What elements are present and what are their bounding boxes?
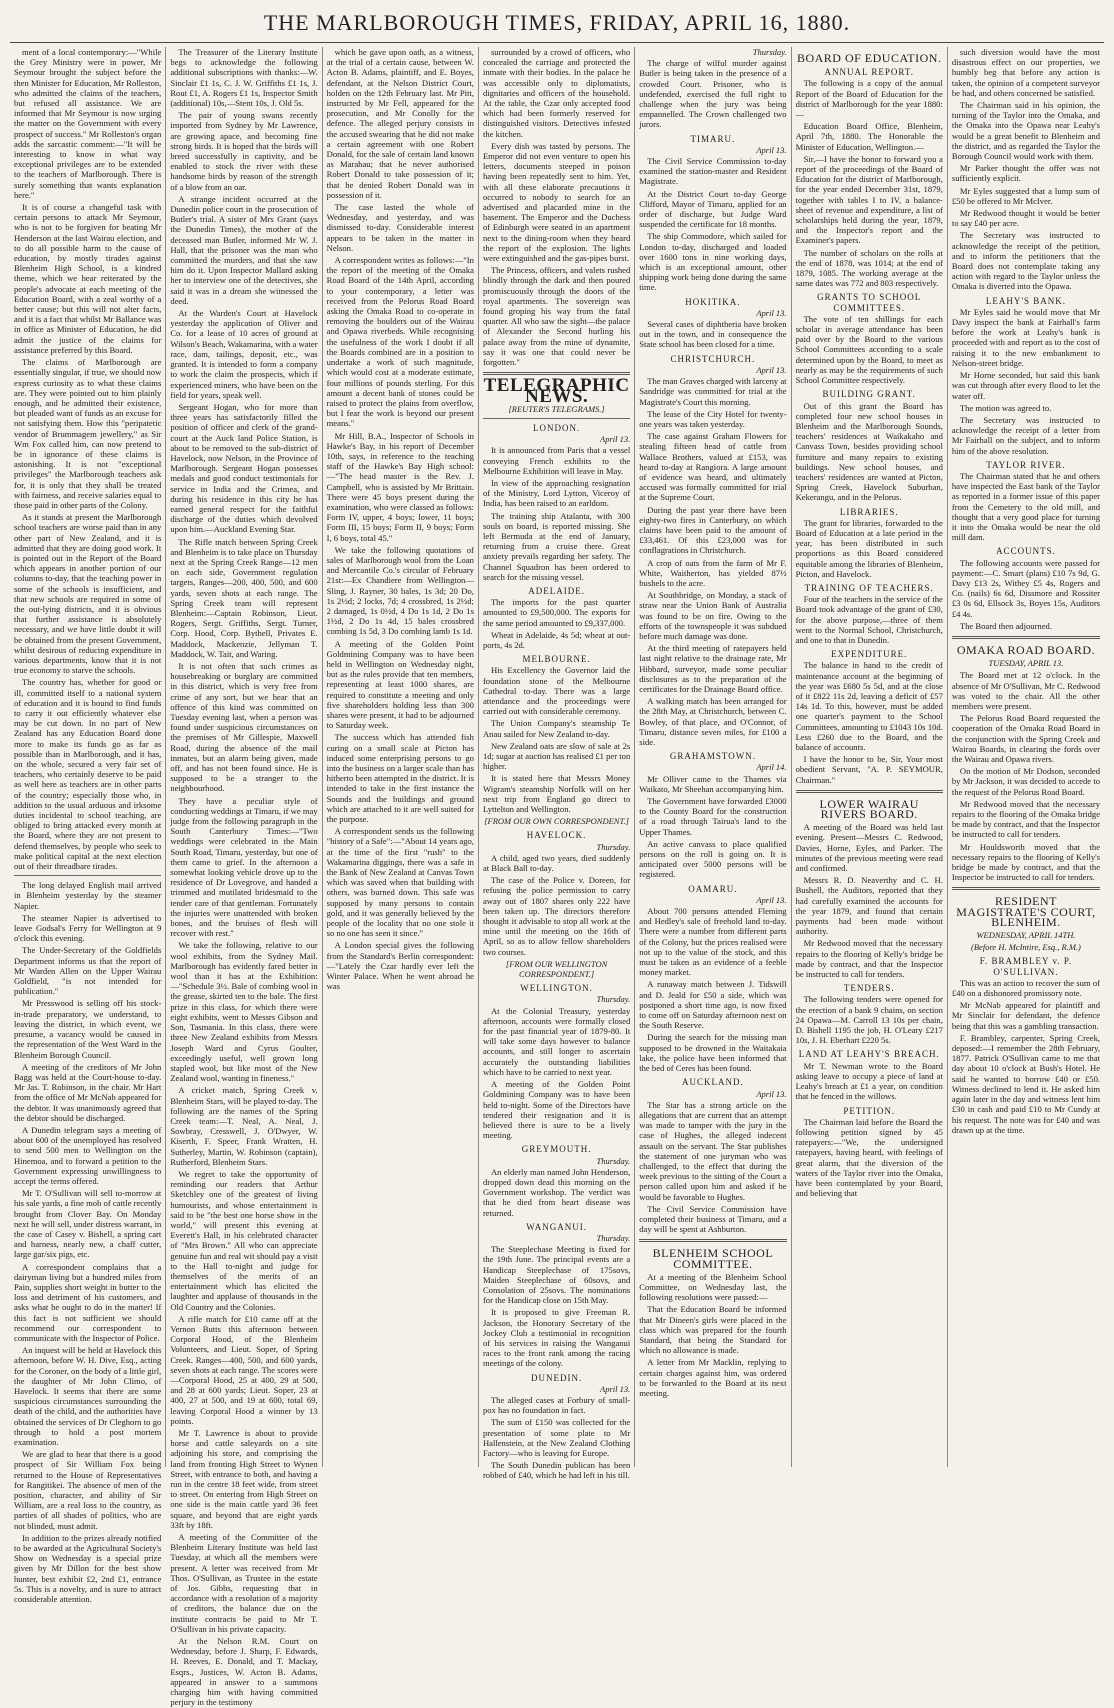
- correspondent-note: [FROM OUR OWN CORRESPONDENT.]: [484, 816, 629, 827]
- omaka-road-board-heading: OMAKA ROAD BOARD.: [956, 642, 1096, 657]
- telegraphic-news-heading: TELEGRAPHIC NEWS.: [483, 375, 630, 407]
- paragraph: We take the following quotations of sales of Marlborough wool from the Loan and Mercantile Co.'s circular of February 21st:—Ex Chandiere from Wellington—Sling, J. Rayner, 30 bales, 1s 3d; 20 Do, 1s 2½d; 2 locks, 7d; 4 crossbred, 1s 2½d; 2 damaged, 1s 0½d, 4 Do 1s 1d, 2 Do 1s 1½d, 2 Do 1s 4d, 15 bales crossbred combing 1s 5d, 3 Do combing lamb 1s 1d.: [326, 544, 474, 637]
- column-7: [948, 47, 1104, 1467]
- paragraph: The balance in hand to the credit of maintenance account at the beginning of the year was £680 5s 5d, and at the close of it £822 11s 2d, leaving a deficit of £57 14s 1d. To this, however, must be added one quarter's payment to the School Committees, amounting to £1043 10s 10d. Less £260 due to the Board, and the balance of accounts.: [795, 660, 943, 752]
- paragraph: The Rifle match between Spring Creek and Blenheim is to take place on Thursday next at the Spring Creek Range—12 men on each side, Government regulation targets, Ranges—200, 400, 500, and 600 yards, seven shots at each range. The Spring Creek team will represent Blenheim:—Captain Robinson, Lieut. Rogers, Sergt. Griffiths, Sergt. Turner, Corp. Hood, Corp. Bythell, Privates E. Maddock, Mackenzie, Jellyman T. Maddock, W. Tait, and Waring.: [170, 536, 318, 659]
- dateline-timaru: TIMARU.: [690, 133, 736, 144]
- paragraph: This was an action to recover the sum of £40 on a dishonored promissory note.: [951, 977, 1101, 999]
- divider: [796, 790, 943, 793]
- section-heading: ACCOUNTS.: [996, 546, 1056, 557]
- date: April 13.: [600, 434, 631, 445]
- board-of-education-heading: BOARD OF EDUCATION.: [796, 51, 942, 65]
- paragraph: We are glad to hear that there is a good prospect of Sir William Fox being returned to the House of Representatives for Rangitikei. The absence of men of the position, character, and ability of Sir William, are a real loss to the country, as parties of all shades of politics, who are not blinded, must admit.: [14, 1449, 162, 1531]
- paragraph: The Under-Secretary of the Goldfields Department informs us that the report of Mr Warden Allen on the Upper Wairau Goldfield, "is not intended for publication.": [14, 945, 162, 997]
- paragraph: At the District Court to-day George Clifford, Mayor of Timaru, applied for an order of discharge, but Judge Ward suspended the certificate for 18 months.: [639, 188, 787, 230]
- paragraph: The country has, whether for good or ill, committed itself to a national system of education and it is bound to find funds to carry it out efficiently whatever else may be cut down. In no part of New Zealand has any Education Board done more to make its funds go as far as possible than in Marlborough, and it has, on the whole, secured a very fair set of teachers, who certainly deserve to be paid as well here as teachers are in other parts of the country; especially those who, in addition to the usual arduous and irksome duties incidental to school teaching, are obliged to bring attacked every month at the Board, where they are not present to defend themselves, by people who seek to make political capital at the next election out of their threadbare tirades.: [14, 677, 162, 872]
- paragraph: An active canvass to place qualified persons on the roll is going on. It is anticipated over 5000 persons will be registered.: [639, 838, 787, 880]
- paragraph: The following accounts were passed for payment:—C. Smart (plans) £10 7s 9d, G. Davy £13 2s, Withey £5 4s, Rogers and Co. (nails) 6s 6d, Dissmore and Rossiter £3 0s 6d, Ellsock 3s, Boyes 15s, Auditors £4 4s.: [951, 557, 1101, 619]
- divider: [952, 887, 1100, 890]
- paragraph: Mr T. Newman wrote to the Board asking leave to occupy a piece of land at Leahy's breach at £1 a year, on condition that he fenced in the willows.: [795, 1060, 943, 1102]
- paragraph: A letter from Mr Macklin, replying to certain charges against him, was ordered to be forwarded to the Board at its next meeting.: [639, 1357, 787, 1398]
- dateline-oamaru: OAMARU.: [688, 883, 738, 894]
- paragraph: Mr Redwood moved that the necessary repairs to the flooring of the Omaka bridge be made by contract, and that the Inspector be instructed to call for tenders.: [951, 798, 1101, 840]
- paragraph: The charge of wilful murder against Butler is being taken in the presence of a crowded Court. Prisoner, who is undefended, exercised the full right to challenge when the jury was being empannelled. The Crown challenged two jurors.: [639, 58, 787, 130]
- date: WEDNESDAY, APRIL 14TH.: [976, 930, 1076, 941]
- paragraph: The Civil Service Commission to-day examined the station-master and Resident Magistrate.: [639, 156, 787, 187]
- paragraph: It is not often that such crimes as housebreaking or burglary are committed in this district, which is very free from crime of any sort, but we hear that an offence of this kind was committed on Tuesday evening last, when a person was found under suspicious circumstances on the premises of Mr Gillespie, Maxwell Road, during the absence of the mail inmates, but an alarm being given, made off, and has not been found since. He is supposed to be a stranger to the neighbourhood.: [170, 660, 318, 794]
- paragraph: Out of this grant the Board has completed four new school houses in Blenheim and the Marlborough Sounds, teachers' residences at Waikakaho and Canvass Town, besides providing school furniture and many repairs to existing buildings. New school houses, and teachers' residences are wanted at Picton, Spring Creek, Havelock Suburban, Kekerangu, and in the Pelorus.: [795, 400, 943, 503]
- paragraph: The case against Graham Flowers for stealing fifteen head of cattle from Wallace Brothers, valued at £153, was heard to-day at Rangiora. A large amount of evidence was heard, and ultimately accused was formally committed for trial at the Supreme Court.: [639, 431, 787, 503]
- section-heading: TENDERS.: [843, 983, 895, 994]
- paragraph: We regret to take the opportunity of reminding our readers that Arthur Sketchley one of the greatest of living humourists, and whose entertainment is said to be "the best one horse show in the world," will present this evening at Everett's Hall, in his celebrated character of "Mrs Brown." All who can appreciate genuine fun and real wit should pay a visit to the Hall to-night and judge for themselves of the merits of an entertainment which has elicited the laughter and applause of thousands in the Old Country and the Colonies.: [170, 1168, 318, 1312]
- section-heading: PETITION.: [843, 1105, 896, 1116]
- dateline-adelaide: ADELAIDE.: [528, 585, 585, 596]
- date: Thursday.: [596, 1232, 631, 1243]
- paragraph: We take the following, relative to our wool exhibits, from the Sydney Mail. Marlborough has evidently fared better in wool than it has at the Exhibition:—"Schedule 3½. Bale of combing wool in the grease, skirted ten to the bale. The first prize in this class, for which there were eight exhibits, went to Messrs Gibson and Son, Tasmania. In this class, there were three New Zealand exhibits from Messrs Joseph Ward and Cyrus Goulter, exceedingly useful, well grown long stapled wool, but like most of the New Zealand wool, wanting in fineness.": [170, 940, 318, 1084]
- paragraph: It is announced from Paris that a vessel conveying French exhibits to the Melbourne Exhibition will leave in May.: [482, 445, 631, 476]
- paragraph: Mr Parker thought the offer was not sufficiently explicit.: [951, 163, 1101, 184]
- paragraph: The Government have forwarded £3000 to the County Board for the construction of a road through Tairua's land to the Upper Thames.: [639, 796, 787, 837]
- rm-court-heading: RESIDENT MAGISTRATE'S COURT, BLENHEIM.: [956, 894, 1096, 929]
- dateline-havelock: HAVELOCK.: [526, 830, 587, 841]
- paragraph: A meeting of the Golden Point Goldmining Company was to have been held in Wellington on Wednesday night, but as the rules provide that ten members, representing at least 1000 shares, are required to constitute a meeting and only five shareholders holding less than 300 shares were present, it had to be adjourned to Saturday week.: [326, 638, 474, 731]
- paragraph: The Chairman stated that he and others have inspected the East bank of the Taylor as reported in a former issue of this paper from the Cemetery to the old mill, and thought that a very good place for turning it into the Omaka would be near the old mill dam.: [951, 470, 1101, 543]
- paragraph: Several cases of diphtheria have broken out in the town, and in consequence the State school has been closed for a time.: [639, 319, 787, 350]
- paragraph: The lease of the City Hotel for twenty-one years was taken yesterday.: [639, 408, 787, 429]
- paragraph: Sergeant Hogan, who for more than three years has satisfactorily filled the position of officer and clerk of the grand-court at the Auck land Police Station, is about to be removed to the sub-district of Havelock, now Nelson, in the Province of Marlborough. Sergeant Hogan possesses medals and good conduct testimonials for service in India and the Crimea, and during his residence in this city he has earned general respect for the faithful discharge of the duties which devolved upon him.—Auckland Evening Star.: [170, 401, 318, 535]
- paragraph: On the motion of Mr Dodson, seconded by Mr Jackson, it was decided to accede to the request of the Pelorus Road Board.: [951, 766, 1101, 797]
- paragraph: Sir,—I have the honor to forward you a report of the proceedings of the Board of Education for the district of Marlborough, for the year ended December 31st, 1879, together with tables I to IV, a balance-sheet of revenue and expenditure, a list of scholarships held during the year, 1879, and the Inspector's report and the Examiner's papers.: [795, 153, 943, 246]
- section-heading: LAND AT LEAHY'S BREACH.: [798, 1049, 940, 1060]
- date: Thursday.: [596, 1155, 631, 1166]
- paragraph: The Star has a strong article on the allegations that are current that an attempt was made to tamper with the jury in the case of Hughes, the alleged indecent assault on the servant. The Star publishes the statement of one juryman who was challenged, to the effect that during the week previous to the sitting of the Court a person called upon him and asked if he would be favorable to Hughes.: [639, 1099, 787, 1202]
- section-heading: GRANTS TO SCHOOL COMMITTEES.: [817, 292, 922, 313]
- paragraph: The following is a copy of the annual Report of the Board of Education for the district of Marlborough for the year 1880:—: [795, 78, 943, 120]
- paragraph: Education Board Office, Blenheim, April 7th, 1880. The Honorable the Minister of Education, Wellington.—: [795, 121, 943, 152]
- section-heading: BUILDING GRANT.: [822, 389, 916, 400]
- paragraph: A correspondent writes as follows:—"In the report of the meeting of the Omaka Road Board of the 14th April, according to your contemporary, a letter was received from the Pelorus Road Board asking the Omaka Road to co-operate in removing the boulders out of the Wairau and Opawa riverbeds. While recognising the usefulness of the work I doubt if all the Boards combined are in a position to undertake a work of such magnitude, which would cost at a moderate estimate, four millions of pounds sterling. For this amount a decent bank of stones could be raised to protect the plains from overflow, but I fear the work is beyond our present means.": [326, 255, 474, 429]
- paragraph: A meeting of the Committee of the Blenheim Literary Institute was held last Tuesday, at which all the members were present. A letter was received from Mr Thos. O'Sullivan, as Trustee in the estate of Jos. Gibbs, requesting that in accordance with a resolution of a majority of creditors, the balance due on the institute contracts be paid to Mr T. O'Sullivan in his private capacity.: [170, 1532, 318, 1634]
- paragraph: The steamer Napier is advertised to leave Godsal's Ferry for Wellington at 9 o'clock this evening.: [14, 912, 162, 944]
- paragraph: The grant for libraries, forwarded to the Board of Education at a late period in the year, has been distributed in such proportions as this Board considered equitable among the libraries of Blenheim, Picton, and Havelock.: [795, 517, 943, 579]
- paragraph: At the Nelson R.M. Court on Wednesday, before J. Sharp, F. Edwards, H. Reeves, E. Donald, and T. Mackay, Esqrs., Justices, W. Acton B. Adams, appeared in answer to a summons charging him with having committed perjury in the testimony: [170, 1636, 318, 1708]
- paragraph: At Southbridge, on Monday, a stack of straw near the Union Bank of Australia was found to be on fire. Owing to the efforts of the townspeople it was subdued before much damage was done.: [639, 590, 787, 641]
- divider: [14, 875, 161, 876]
- paragraph: His Excellency the Governor laid the foundation stone of the Melbourne Cathedral to-day. There was a large attendance and the proceedings were carried out with considerable ceremony.: [482, 665, 631, 717]
- paragraph: Mr T. O'Sullivan will sell to-morrow at his sale yards, a fine mob of cattle recently brought from Clover Bay. On Monday next he will sell, under distress warrant, in the case of Casey v. Bishell, a spring cart and harness, nearly new, a chaff cutter, large gar/six pigs, etc.: [14, 1188, 162, 1260]
- dateline-wanganui: WANGANUI.: [526, 1221, 587, 1232]
- column-4: [479, 47, 635, 1481]
- paragraph: The imports for the past quarter amounted to £9,500,000. The exports for the same period amounted to £9,337,000.: [482, 597, 631, 628]
- paragraph: Mr T. Lawrence is about to provide horse and cattle saleyards on a site adjoining his store, and comprising the land from fronting High Street to Wynen Street, with entrance to both, and having a run in the centre 18 feet wide, from street to street. On entering from High Street on one side is the main cattle yard 36 feet square, and beyond that are eight yards 33ft by 18ft.: [170, 1428, 318, 1530]
- paragraph: The long delayed English mail arrived in Blenheim yesterday by the steamer Napier.: [14, 880, 162, 911]
- paragraph: Every dish was tasted by persons. The Emperor did not even venture to open his letters, documents steeped in poison having been repeatedly sent to him. Yet, with all these elaborate precautions it occurred to nobody to search for an advertised and placarded mine in the basement. The Emperor and the Duchess of Edinburgh were seated in an apartment next to the dining-room when they heard the report of the explosion. The lights were extinguished and the gas-pipes burst.: [482, 140, 631, 264]
- paragraph: Mr Presswood is selling off his stock-in-trade preparatory, we understand, to leaving the district, in which event, we presume, a vacancy would be caused in the representation of the West Ward in the Blenheim Borough Council.: [14, 998, 162, 1060]
- paragraph: The Union Company's steamship Te Anau sailed for New Zealand to-day.: [482, 718, 631, 739]
- date: Thursday.: [752, 47, 787, 57]
- paragraph: A correspondent complains that a dairyman living but a hundred miles from Pain, supplies short weight in butter to the loss and detriment of his customers, and asks what he ought to do in the matter! If this fact is not sufficient we should recommend our correspondent to communicate with the Inspector of Police.: [14, 1261, 162, 1343]
- paragraph: A London special gives the following from the Standard's Berlin correspondent:—"Lately the Czar hardly ever left the Winter Palace. When he went abroad he was: [326, 940, 474, 992]
- paragraph: An elderly man named John Henderson, dropped down dead this morning on the Government workshop. The verdict was that he died from heart disease was returned.: [482, 1166, 631, 1218]
- divider: [639, 1239, 786, 1242]
- paragraph: The sum of £150 was collected for the presentation of some plate to Mr Hallenstein, at the New Zealand Clothing Factory—who is leaving for Europe.: [482, 1417, 631, 1458]
- paragraph: I have the honor to be, Sir, Your most obedient Servant, "A. P. SEYMOUR, Chairman.": [795, 754, 943, 785]
- date: April 13.: [756, 144, 787, 155]
- masthead: THE MARLBOROUGH TIMES, FRIDAY, APRIL 16, 1880.: [10, 6, 1104, 43]
- dateline-auckland: AUCKLAND.: [682, 1077, 744, 1088]
- paragraph: Mr Eyles said he would move that Mr Davy inspect the bank at Fairhall's farm before the work at Leahy's bank is proceeded with and report as to the cost of raising it to the new embankment to Nelson-street bridge.: [951, 306, 1101, 368]
- paragraph: The Pelorus Road Board requested the cooperation of the Omaka Road Board in the conjunction with the Spring Creek and Wairau Boards, in clearing the fords over the Wairau and Opawa rivers.: [951, 713, 1101, 764]
- paragraph: It is proposed to give Freeman R. Jackson, the Honorary Secretary of the Jockey Club a testimonial in recognition of his services in raising the Wanganui races to the front rank among the racing meetings of the colony.: [482, 1307, 631, 1369]
- dateline-christchurch: CHRISTCHURCH.: [670, 353, 756, 364]
- dateline-london: LONDON.: [532, 422, 581, 433]
- lower-wairau-heading: LOWER WAIRAU RIVERS BOARD.: [819, 796, 919, 822]
- correspondent-note: [FROM OUR WELLINGTON CORRESPONDENT.]: [505, 958, 608, 980]
- paragraph: An inquest will be held at Havelock this afternoon, before W. H. Dive, Esq., acting for the Coroner, on the body of a little girl, the daughter of Mr John Climo, of Havelock. It seems that there are some suspicious circumstances surrounding the death of the child, and the authorities have obtained the services of Dr Cleghorn to go through to hold a post mortem examination.: [14, 1345, 162, 1448]
- paragraph: A rifle match for £10 came off at the Vernon Butts this afternoon between Corporal Hood, of the Blenheim Volunteers, and Lieut. Soper, of Spring Creek. Ranges—400, 500, and 600 yards, seven shots at each range. The scores were—Corporal Hood, 25 at 400, 29 at 500, and 28 at 600 yards; Lieut. Soper, 23 at 400, 27 at 500, and 19 at 600, total 69, leaving Corporal Hood a winner by 13 points.: [170, 1313, 318, 1426]
- paragraph: In addition to the prizes already notified to be awarded at the Agricultural Society's Show on Wednesday is a special prize given by Mr Dillon for the best show hunter, best exhibit £2, 2nd £1, entrance 5s. This is a novelty, and is sure to attract considerable attention.: [14, 1532, 162, 1605]
- paragraph: The number of scholars on the rolls at the end of 1878, was 1014; at the end of 1879, 1085. The working average at the same dates was 772 and 803 respectively.: [795, 247, 943, 289]
- column-3: [323, 47, 479, 1467]
- paragraph: The pair of young swans recently imported from Sydney by Mr Lawrence, are growing apace, and becoming fine strong birds. It is hoped that the birds will breed successfully in captivity, and be enabled to stock the river with these handsome birds by reason of the strength of a blow from an oar.: [170, 110, 318, 192]
- paragraph: A meeting of the creditors of Mr John Bagg was held at the Court-house to-day. Mr Jas. T. Robinson, in the chair. Mr Hart from the office of Mr McNab appeared for the debtor. It was unanimously agreed that the debtor should be discharged.: [14, 1061, 162, 1123]
- paragraph: Four of the teachers in the service of the Board took advantage of the grant of £30, for the above purpose,—three of them went to the Normal School, Christchurch, and one to that in Dunedin.: [795, 594, 943, 645]
- paragraph: surrounded by a crowd of officers, who concealed the carriage and protected the inmate with their bodies. In the palace he was accessible only to diplomatists, dignitaries and officers of the household. At the table, the Czar only accepted food which had been formerly reserved for distinguished visitors. Detectives infested the kitchen.: [482, 47, 631, 139]
- telegram-source: [REUTER'S TELEGRAMS.]: [508, 403, 605, 414]
- dateline-greymouth: GREYMOUTH.: [521, 1144, 592, 1155]
- paragraph: F. Brambley, carpenter, Spring Creek, deposed:—I remember the 28th February, 1877. Patrick O'Sullivan came to me that day about 10 o'clock at Bush's Hotel. He said he wanted to borrow £40 or £50. Witness declined to lend it. He asked him again later in the day and witness lent him £30 in cash and paid £10 to Mr Cundy at his request. The note was for £40 and was drawn up at the time.: [951, 1032, 1101, 1135]
- paragraph: The Chairman said in his opinion, the turning of the Taylor into the Omaka, and the Omaka into the Opawa near Leahy's would be a great benefit to Blenheim and the district, and as regarded the Taylor the Borough Council would work with them.: [951, 100, 1101, 162]
- paragraph: The training ship Atalanta, with 300 souls on board, is reported missing. She left Bermuda at the end of January, returning from a cruise there. Great anxiety prevails regarding her safety. The Channel Squadron has been ordered to search for the missing vessel.: [482, 510, 631, 582]
- paragraph: Mr Hill, B.A., Inspector of Schools in Hawke's Bay, in his report of December 10th, says, in reference to the teaching staff of the Hawke's Bay High school:—"The head master is the Rev. J. Campbell, who is assisted by Mr Brittain. There were 45 boys present during the examination, who were classed as follows: Form IV, upper, 4 boys; lower, 11 boys; Form III, 15 boys; Form II, 9 boys; Form I, 6 boys, total 45.": [326, 430, 474, 543]
- paragraph: The Secretary was instructed to acknowledge the receipt of the petition, and to inform the petitioners that the Board does not contemplate taking any action with regard to the Taylor unless the Omaka is diverted into the Opawa.: [951, 230, 1101, 292]
- paragraph: At the Warden's Court at Havelock yesterday the application of Oliver and Co. for a lease of 10 acres of ground at Wilson's Beach, Wakamarina, with a water race, dam, tailings, deposit, etc., was granted. It is intended to form a company to work the claim the prospects, which if experienced miners, who have been on the field for years, speak well.: [170, 308, 318, 400]
- paragraph: A meeting of the Golden Point Goldmining Company was to have been held to-night. Some of the Directors have tendered their resignation and it is believed there is sure to be a lively meeting.: [482, 1079, 631, 1141]
- date: April 13.: [756, 307, 787, 318]
- paragraph: The Steeplechase Meeting is fixed for the 19th June. The principal events are a Handicap Steeplechase of 175sovs, Maiden Steeplechase of 60sovs, and Consolation of 25sovs. The nominations for the Handicap close on 15th May.: [482, 1244, 631, 1306]
- paragraph: During the search for the missing man supposed to be drowned in the Waitakaia lake, the police have been informed that the bed of Ceres has been found.: [639, 1032, 787, 1074]
- dateline-grahamstown: GRAHAMSTOWN.: [669, 751, 756, 762]
- date: April 13.: [756, 894, 787, 905]
- paragraph: About 700 persons attended Fleming and Hedley's sale of freehold land to-day. There were a number from different parts of the Colony, but the prices realised were not up to the value of the stock, and this must be taken as an evidence of a feeble money market.: [639, 906, 787, 978]
- paragraph: A correspondent sends us the following "history of a Safe":—"About 14 years ago, at the time of the first "rush" to the Wakamarina diggings, there was a safe in the Bank of New Zealand at Canvas Town which was saved when that building with others, was burned down. This safe was supposed by many persons to contain gold, and it was generally believed by the people of the locality that no one stole it so no one has seen it since.": [326, 826, 474, 939]
- date: Thursday.: [596, 994, 631, 1005]
- paragraph: Mr Houldsworth moved that the necessary repairs to the flooring of Kelly's bridge be made by contract, and that the Inspector be instructed to call for tenders.: [951, 841, 1101, 883]
- date: TUESDAY, APRIL 13.: [988, 658, 1064, 669]
- blenheim-school-heading: BLENHEIM SCHOOL COMMITTEE.: [652, 1246, 774, 1271]
- paragraph: The vote of ten shillings for each scholar in average attendance has been paid over by the Board to the various School Committees according to a scale determined upon by the Board, to meet as nearly as may be the requirements of such School Committee respectively.: [795, 313, 943, 386]
- paragraph: The ship Commodore, which sailed for London to-day, discharged and loaded over 1600 tons in nine working days, which is an exceptional amount, other shipping work being done during the same time.: [639, 231, 787, 293]
- paragraph: Mr Horne seconded, but said this bank was cut through after every flood to let the water off.: [951, 370, 1101, 401]
- annual-report-subheading: ANNUAL REPORT.: [824, 67, 914, 78]
- columns: [10, 47, 1104, 1708]
- paragraph: The following tenders were opened for the erection of a bank 9 chains, on section 24 Opawa—M. Carroll 13 10s per chain, D. Bishell 1195 the job, H. O'Leary £217 10s, J. H. Eberhart £220 5s.: [795, 994, 943, 1046]
- section-heading: LIBRARIES.: [839, 506, 899, 517]
- col1-body: [14, 47, 161, 1604]
- dateline-dunedin: DUNEDIN.: [530, 1372, 583, 1383]
- paragraph: A Dunedin telegram says a meeting of about 600 of the unemployed has resolved to send 500 men to Wellington on the Hinemoa, and to forward a petition to the Government expressing unwillingness to accept the terms offered.: [14, 1124, 162, 1186]
- column-6: [792, 47, 948, 1467]
- paragraph: The Board then adjourned.: [959, 620, 1052, 631]
- paragraph: A child, aged two years, died suddenly at Black Ball to-day.: [482, 852, 631, 874]
- paragraph: The Treasurer of the Literary Institute begs to acknowledge the following additional subscriptions with thanks:—W. Sinclair £1 1s, C. J. W. Griffiths £1 1s, J. Rout £1, A. Rogers £1 1s, Inspector Smith (additional) 10s,—Stent 10s, J. Old 5s.: [170, 47, 318, 109]
- paragraph: During the past year there have been eighty-two fires in Canterbury, on which claims have been paid to the amount of £33,461. Of this £23,000 was for conflagrations in Christchurch.: [639, 504, 787, 556]
- column-1: [10, 47, 166, 1605]
- section-heading: EXPENDITURE.: [831, 649, 908, 660]
- date: April 14.: [756, 762, 787, 773]
- paragraph: The case lasted the whole of Wednesday, and yesterday, and was dismissed to-day. Considerable interest appears to be taken in the matter in Nelson.: [326, 202, 474, 253]
- paragraph: The Princess, officers, and valets rushed blindly through the dark and then poured promiscuously through the doors of the royal apartments. The sovereign was found groping his way from the fatal quarter. All who saw the sight—the palace of Alexander the Second hurling his palace away from the mine of dynamite, say it was one that could never be forgotten.": [482, 265, 631, 368]
- paragraph: A cricket match, Spring Creek v. Blenheim Stars, will be played to-day. The following are the names of the Spring Creek team:—T. Neal, A. Neal, J. Sowbray, Cresswell, J. O'Dwyer, W. Kiserth, F. Speer, Frank Wratten, H. Sutherley, Martin, W. Robinson (captain), Rutherford, Blenheim Stars.: [170, 1085, 318, 1167]
- date: April 13.: [756, 364, 787, 375]
- column-2: [166, 47, 322, 1708]
- divider: [952, 636, 1100, 639]
- section-heading: TAYLOR RIVER.: [986, 459, 1066, 470]
- paragraph: Messrs R. D. Neaverthy and C. H. Bushell, the Auditors, reported that they had carefully examined the accounts for the year 1879, and found that certain payments had been made without authority.: [795, 875, 943, 937]
- paragraph: which he gave upon oath, as a witness, at the trial of a certain cause, between W. Acton B. Adams, plaintiff, and E. Boyes, defendant, at the Nelson District Court, holden on the 12th February last. Mr Pitt, instructed by Mr Fell, appeared for the prosecution, and Mr Conolly for the defence. The alleged perjury consists in the accused swearing that he did not make a certain agreement with one Robert Donald, for the sale of certain land known as Marahau; that he never authorised Robert Donald to take possession of it; that he denied Robert Donald was in possession of it.: [326, 47, 474, 200]
- paragraph: ment of a local contemporary:—"While the Grey Ministry were in power, Mr Seymour brought the subject before the then Minister for Education, Mr Rolleston, who admitted the claims of the teachers, but refused all assistance. We are informed that Mr Seymour is now urging the matter on the Government with every prospect of success." Mr Rolleston's organ adds the sarcastic comment:—"It will be interesting to know in what way exceptional privileges are to be extended to the teachers of Marlborough. There is surely something that wants explanation here.": [14, 47, 162, 200]
- paragraph: Mr Olliver came to the Thames via Waikato, Mr Sheehan accompanying him.: [639, 773, 787, 794]
- date: April 13.: [600, 1383, 631, 1394]
- paragraph: Mr Redwood thought it would be better to say £40 per acre.: [951, 208, 1101, 229]
- date: Thursday.: [596, 841, 631, 852]
- paragraph: The Civil Service Commission have completed their business at Timaru, and a day will be spent at Ashburton.: [639, 1203, 787, 1235]
- paragraph: At the third meeting of ratepayers held last night relative to the drainage rate, Mr Hibbard, surveyor, made some peculiar disclosures as to the preparation of the certificates for the Drainage Board office.: [639, 643, 787, 694]
- paragraph: The Secretary was instructed to acknowledge the receipt of a letter from Mr Fairhall on the subject, and to inform him of the above resolution.: [951, 414, 1101, 456]
- paragraph: A walking match has been arranged for the 28th May, at Christchurch, between C. Bowley, of that place, and O'Connor, of Timaru, distance seven miles, for £100 a side.: [639, 696, 787, 747]
- paragraph: Mr Eyles suggested that a lump sum of £50 be offered to Mr McIver.: [951, 185, 1101, 206]
- paragraph: The Chairman laid before the Board the following petition signed by 45 ratepayers:—"We, the undersigned ratepayers, having heard, with feelings of great alarm, that the diversion of the waters of the Taylor river into the Omaka, have been contemplated by your Board, and believing that: [795, 1116, 943, 1199]
- paragraph: At the Colonial Treasury, yesterday afternoon, accounts were formally closed for the past financial year of 1879-80. It will take some days however to balance accounts, and still longer to ascertain accurately the outstanding liabilities which have to be carried to next year.: [482, 1005, 631, 1077]
- paragraph: They have a peculiar style of conducting weddings at Timaru, if we may judge from the following paragraph in the South Canterbury Times:—"Two weddings were celebrated in the Main South Road, Timaru, yesterday, but one of them came to grief. In the afternoon a somewhat looking vehicle drove up to the residence of Dr Lovegrove, and handed a trimmed and mutilated bridesmaid to the tender care of that gentleman. Fortunately the injuries were unattended with broken bones, and the bruises of flesh will recover with rest.": [170, 795, 318, 939]
- paragraph: That the Education Board be informed that Mr Dineen's girls were placed in the class which was prepared for the fourth Standard, that being the Standard for which no allowance is made.: [639, 1304, 787, 1356]
- paragraph: Wheat in Adelaide, 4s 5d; wheat at out-ports, 4s 2d.: [482, 629, 631, 650]
- paragraph: Mr Redwood moved that the necessary repairs to the flooring of Kelly's bridge be made by contract, and that the Inspector be instructed to call for tenders.: [795, 938, 943, 980]
- paragraph: As it stands at present the Marlborough school teachers are worse paid than in any other part of New Zealand, and it is admitted that they are doing good work. It is pointed out in the Report of the Board which appears in another portion of our columns to-day, that the teaching power in some of the schools is insufficient, and that new schools are required in some of the out-lying districts, and it is obvious that further assistance is absolutely necessary, and we have little doubt it will be obtained from the present Government, whilst desirous of reducing expenditure in various departments, know that it is not true economy to starve the schools.: [14, 512, 162, 676]
- dateline-hokitika: HOKITIKA.: [685, 296, 741, 307]
- paragraph: A crop of oats from the farm of Mr F. White, Waitherton, has yielded 87½ bushels to the acre.: [639, 557, 787, 588]
- paragraph: The man Graves charged with larceny at Sandridge was committed for trial at the Magistrate's Court this morning.: [639, 376, 787, 407]
- paragraph: Mr McNab appeared for plaintiff and Mr Sinclair for defendant, the defence being that this was a gambling transaction.: [951, 1000, 1101, 1031]
- paragraph: A runaway match between J. Tidswill and D. Jeald for £50 a side, which was postponed a short time ago, is now fixed to come off on Saturday afternoon next on the South Reserve.: [639, 979, 787, 1031]
- paragraph: The South Dunedin publican has been robbed of £40, which he had left in his till.: [482, 1460, 631, 1481]
- court-before: (Before H. McIntire, Esq., R.M.): [971, 942, 1081, 953]
- dateline-wellington: WELLINGTON.: [520, 983, 593, 994]
- paragraph: In view of the approaching resignation of the Ministry, Lord Lytton, Viceroy of India, has been raised to an earldom.: [482, 477, 631, 509]
- section-heading: LEAHY'S BANK.: [985, 295, 1067, 306]
- paragraph: The motion was agreed to.: [959, 402, 1052, 413]
- section-heading: TRAINING OF TEACHERS.: [804, 582, 934, 593]
- dateline-melbourne: MELBOURNE.: [522, 654, 591, 665]
- paragraph: It is of course a changeful task with certain persons to attack Mr Seymour, who is not to be forgiven for beating Mr Henderson at the last Wairau election, and to do all possible harm to the cause of education, by mostly tirades against Blenheim High School, is a kindred theme, which we hear reiterated by the people's advocate at each meeting of the Education Board, with a zeal worthy of a better cause; but this will not alter facts, and it is a fact that whilst Mr Ballance was in office as Minister of Education, he did admit the justice of the claims for assistance preferred by this Board.: [14, 202, 162, 355]
- paragraph: The case of the Police v. Doreen, for refusing the police permission to carry away out of 1807 shares only 222 have been taken up. The directors therefore thought it advisable to stop all work at the mine until the meeting on the 16th of April, so as to allow fellow shareholders two courses.: [482, 875, 631, 957]
- paragraph: At a meeting of the Blenheim School Committee, on Wednesday last, the following resolutions were passed:—: [639, 1271, 787, 1303]
- case-title: F. BRAMBLEY v. P. O'SULLIVAN.: [979, 956, 1073, 977]
- paragraph: It is stated here that Messrs Money Wigram's steamship Norfolk will on her next trip from England go direct to Lyttelton and Wellington.: [482, 773, 631, 815]
- paragraph: The success which has attended fish curing on a small scale at Picton has induced some enterprising persons to go into the business on a larger scale than has hitherto been attempted in the district. It is intended to take in the first instance the Sounds and the buildings and ground which are attached to it are well suited for the purpose.: [326, 732, 474, 825]
- paragraph: such diversion would have the most disastrous effect on our properties, we humbly beg that before any action is taken, the opinion of a competent surveyor be had, and others concerned be satisfied.: [951, 47, 1101, 98]
- paragraph: A meeting of the Board was held last evening. Present—Messrs C. Redwood, Davies, Horne, Eyles, and Parker. The minutes of the previous meeting were read and confirmed.: [795, 822, 943, 874]
- paragraph: A strange incident occurred at the Dunedin police court in the prosecution of Butler's trial. A sister of Mrs Grant (says the Dunedin Times), the mother of the deceased man Butler, informed Mr W. J. Hall, that the prisoner was the man who committed the murders, and that she saw him do it. Upon Inspector Mallard asking her to interview one of the detectives, she said it was in a dream she witnessed the deed.: [170, 193, 318, 306]
- paragraph: The claims of Marlborough are essentially singular, if true, we should now express curiosity as to what these claims are. They were pointed out to him plainly enough, and he admitted their existence, but pleaded want of funds as an excuse for not satisfying them. How this "peripatetic vendor of Brummagem jewellery," as Sir Wm Fox called him, can now pretend to be in ignorance of these claims is astonishing. It is not "exceptional privileges" the Marlborough teachers ask for, it is only that they shall be treated with fairness, and receive salaries equal to those paid in other parts of the Colony.: [14, 357, 162, 510]
- date: April 13.: [756, 1088, 787, 1099]
- paragraph: The alleged cases at Forbury of small-pox has no foundation in fact.: [482, 1394, 631, 1416]
- divider: [483, 418, 630, 419]
- paragraph: The Board met at 12 o'clock. In the absence of Mr O'Sullivan, Mr C. Redwood was voted to the chair. All the other members were present.: [951, 670, 1101, 711]
- column-5: [635, 47, 791, 1467]
- paragraph: New Zealand oats are slow of sale at 2s 1d; sugar at auction has realised £1 per ton higher.: [482, 740, 631, 772]
